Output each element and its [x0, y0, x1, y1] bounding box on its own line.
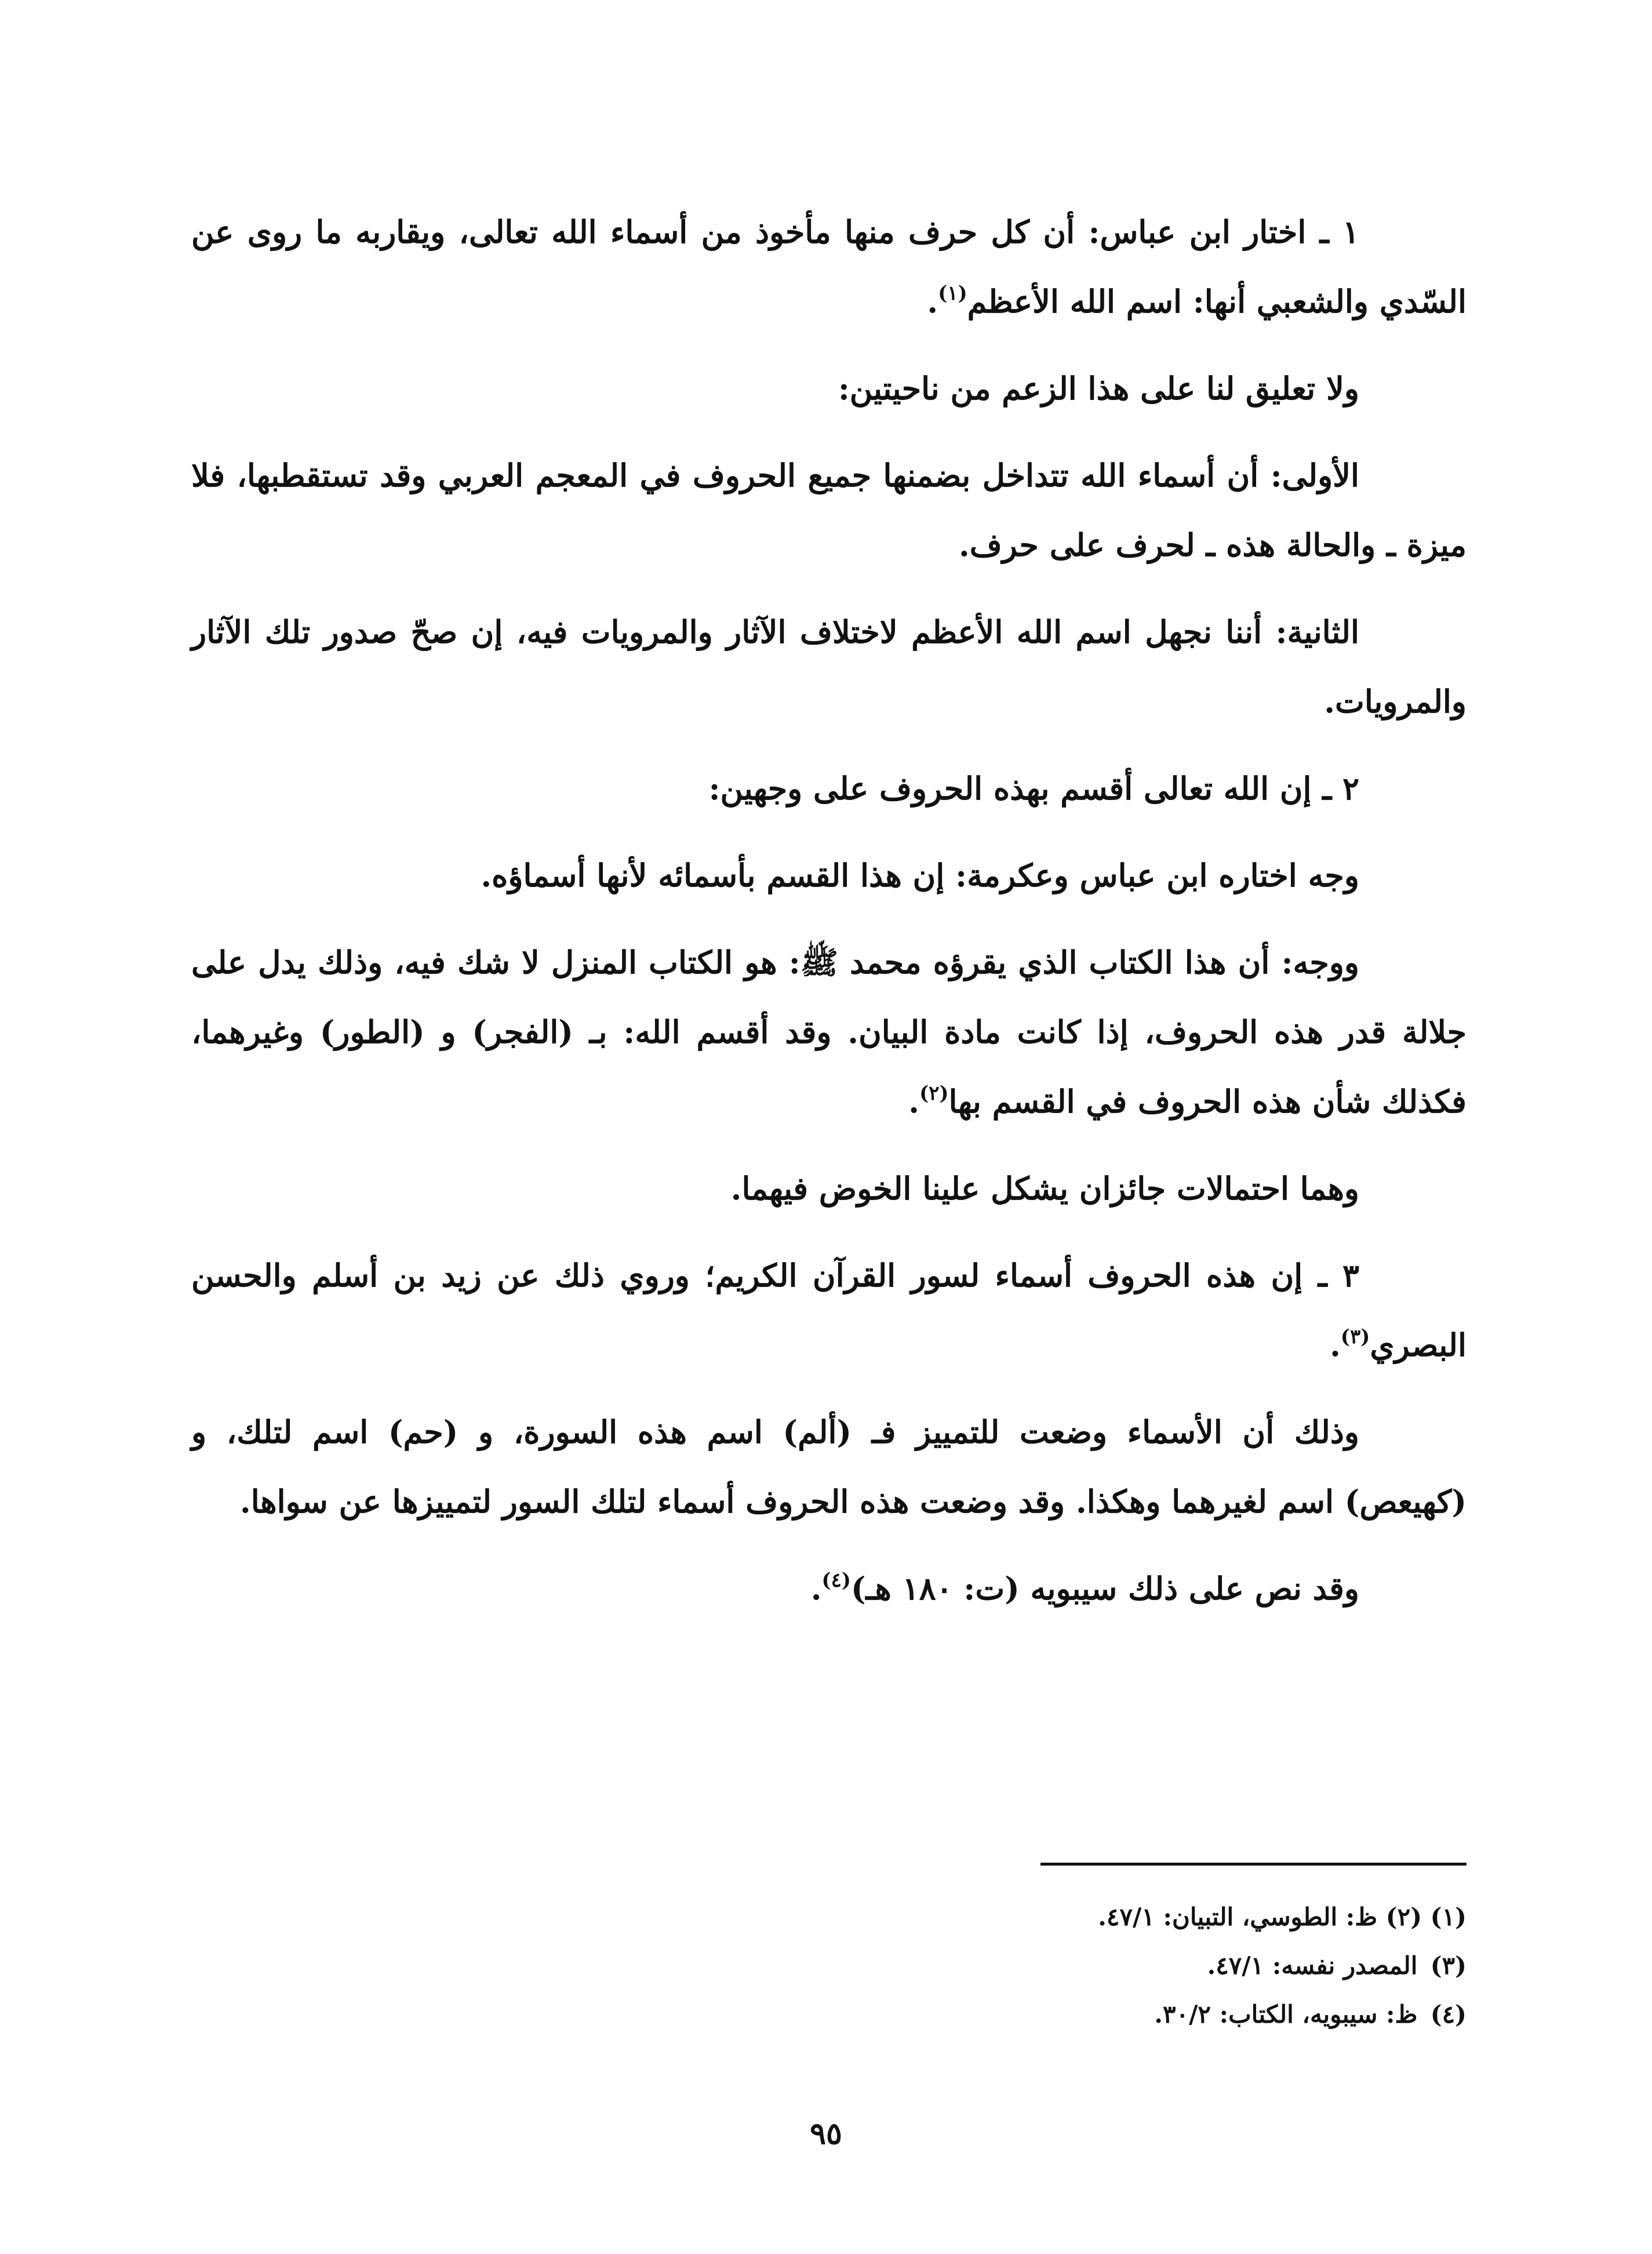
- body-text: [191, 197, 1467, 1641]
- footnote-1: [191, 1893, 1467, 1942]
- footnote-2: [191, 1942, 1467, 1990]
- paragraph-10: [191, 1397, 1467, 1536]
- footnotes: [191, 1893, 1467, 2039]
- footnote-number: (٤): [1430, 2000, 1467, 2028]
- paragraph-text: : أن أسماء الله تتداخل بضمنها جميع الحروف في المعجم العربي وقد تستقطبها، فلا ميزة ـ والحالة هذه ـ لحرف على حرف.: [191, 457, 1467, 564]
- footnote-ref: (٤): [821, 1569, 851, 1592]
- paragraph-1: [191, 197, 1467, 336]
- paragraph-9: [191, 1241, 1467, 1380]
- paragraph-tail: .: [908, 1083, 920, 1120]
- paragraph-4: [191, 597, 1467, 736]
- term-heading: الأولى: [1282, 457, 1359, 494]
- page-number: ٩٥: [810, 2116, 842, 2151]
- footnote-number: (٣): [1430, 1951, 1467, 1980]
- paragraph-text: وقد نص على ذلك سيبويه (ت: ١٨٠ هـ): [850, 1570, 1359, 1607]
- paragraph-text: ١ ـ اختار ابن عباس: أن كل حرف منها مأخوذ من أسماء الله تعالى، ويقاربه ما روى عن السّدي والشعبي أنها: اسم الله الأعظم: [191, 213, 1467, 320]
- paragraph-text: ووجه: أن هذا الكتاب الذي يقرؤه محمد ﷺ: هو الكتاب المنزل لا شك فيه، وذلك يدل على جلالة قدر هذه الحروف، إذا كانت مادة البيان. وقد أقسم الله: بـ (الفجر) و (الطور) وغيرهما، فكذلك شأن هذه الحروف في القسم بها: [191, 944, 1467, 1120]
- paragraph-text: ٢ ـ إن الله تعالى أقسم بهذه الحروف على وجهين:: [708, 770, 1359, 807]
- footnote-ref: (١): [938, 282, 967, 305]
- paragraph-6: [191, 841, 1467, 910]
- footnote-ref: (٢): [919, 1082, 949, 1105]
- paragraph-text: وذلك أن الأسماء وضعت للتمييز فـ (ألم) اسم هذه السورة، و (حم) اسم لتلك، و (كهيعص) اسم لغيرهما وهكذا. وقد وضعت هذه الحروف أسماء لتلك السور لتمييزها عن سواها.: [191, 1413, 1467, 1520]
- paragraph-text: وجه اختاره ابن عباس وعكرمة: إن هذا القسم بأسمائه لأنها أسماؤه.: [481, 857, 1359, 894]
- paragraph-text: ولا تعليق لنا على هذا الزعم من ناحيتين:: [838, 370, 1359, 407]
- paragraph-2: [191, 354, 1467, 423]
- paragraph-tail: .: [927, 283, 938, 320]
- paragraph-11: [191, 1554, 1467, 1623]
- footnote-number: (١) (٢): [1385, 1903, 1467, 1931]
- footnote-divider: [1040, 1863, 1467, 1866]
- footnote-text: ظ: الطوسي، التبيان: ٤٧/١.: [1098, 1903, 1378, 1931]
- footnote-ref: (٣): [1340, 1325, 1370, 1348]
- paragraph-text: وهما احتمالات جائزان يشكل علينا الخوض فيهما.: [730, 1170, 1359, 1207]
- paragraph-8: [191, 1154, 1467, 1223]
- paragraph-3: [191, 441, 1467, 580]
- paragraph-5: [191, 754, 1467, 823]
- term-heading: الثانية: [1287, 613, 1359, 650]
- footnote-3: [191, 1990, 1467, 2039]
- footnote-text: ظ: سيبويه، الكتاب: ٣٠/٢.: [1154, 2000, 1418, 2028]
- paragraph-tail: .: [1330, 1326, 1341, 1364]
- footnote-text: المصدر نفسه: ٤٧/١.: [1207, 1951, 1418, 1980]
- paragraph-text: ٣ ـ إن هذه الحروف أسماء لسور القرآن الكريم؛ وروي ذلك عن زيد بن أسلم والحسن البصري: [191, 1257, 1467, 1364]
- paragraph-7: [191, 928, 1467, 1136]
- paragraph-text: : أننا نجهل اسم الله الأعظم لاختلاف الآثار والمرويات فيه، إن صحّ صدور تلك الآثار والمرويات.: [191, 613, 1467, 720]
- paragraph-tail: .: [810, 1570, 822, 1607]
